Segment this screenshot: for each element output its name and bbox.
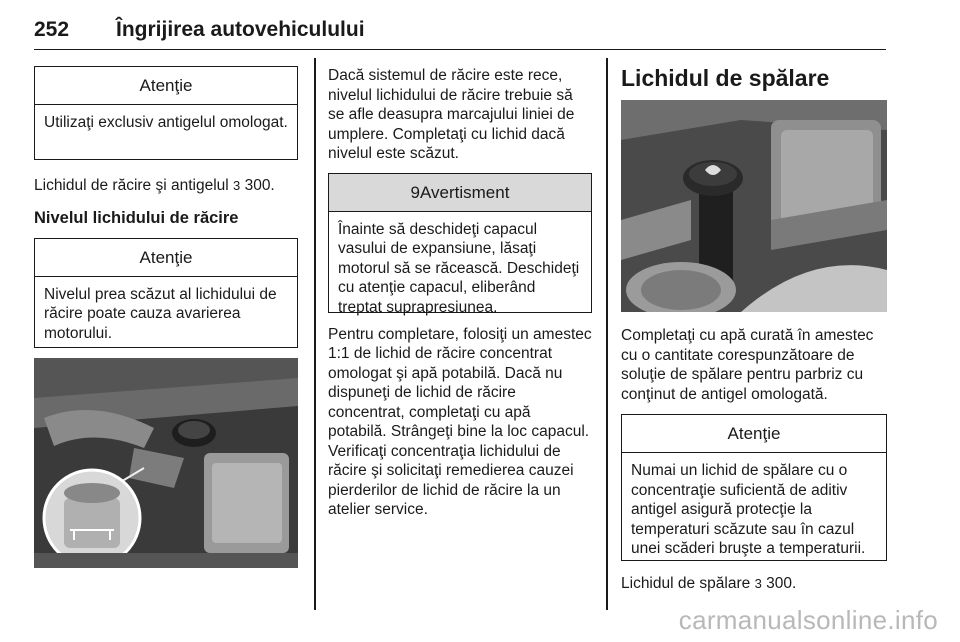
coolant-reference-page: 300. [240,177,275,194]
page-title: Îngrijirea autovehiculului [116,18,365,41]
caution-heading: Atenţie [622,415,886,453]
caution-body: Nivelul prea scăzut al lichidului de răcire poate cauza avarierea motorului. [44,285,277,342]
watermark-text: carmanualsonline.info [678,605,938,635]
caution-body: Utilizaţi exclusiv antigelul omologat. [44,114,288,131]
washer-fluid-heading: Lichidul de spălare [621,65,830,91]
caution-box-washer [621,414,887,561]
column-3 [621,64,887,594]
warning-heading-text: Avertisment [420,182,510,202]
column-2 [328,66,592,520]
caution-heading: Atenţie [35,239,297,277]
page-reference-icon: 3 [233,178,241,193]
washer-reference [621,574,887,594]
caution-box-antifreeze [34,66,298,160]
washer-reference-text: Lichidul de spălare [621,575,755,592]
washer-reservoir-illustration [621,100,887,312]
warning-triangle-icon: 9 [410,182,420,202]
page-reference-icon: 3 [754,576,762,591]
washer-reference-page: 300. [761,575,797,592]
coolant-level-heading: Nivelul lichidului de răcire [34,208,239,227]
coolant-reference-text: Lichidul de răcire şi antigelul [34,177,234,194]
page-header [34,16,886,50]
warning-heading [329,174,591,212]
warning-box [328,173,592,316]
column-divider-2 [606,58,608,610]
coolant-level-paragraph: Dacă sistemul de răcire este rece, nivelul lichidului de răcire trebuie să se afle deasupra marcajului liniei de umplere. Completaţi cu lichid dacă nivelul este scăzut. [328,67,575,162]
page-number: 252 [34,18,70,41]
caution-box-coolant-level [34,238,298,348]
coolant-reservoir-photo [34,358,298,568]
caution-body: Numai un lichid de spălare cu o concentraţie suficientă de aditiv antigel asigură protecţie la temperaturi scăzute sau în cazul unei scăderi bruşte a temperaturii. [631,462,866,557]
caution-heading: Atenţie [35,67,297,105]
coolant-reference [34,176,298,196]
warning-body: Înainte să deschideţi capacul vasului de expansiune, lăsaţi motorul să se răcească. Deschideţi cu atenţie capacul, eliberând treptat suprapresiunea. [338,220,580,316]
column-1 [34,66,298,568]
refill-paragraph: Pentru completare, folosiţi un amestec 1:1 de lichid de răcire concentrat omologat şi apă potabilă. Dacă nu dispuneţi de lichid de răcire concentrat, completaţi cu apă potabilă. Strângeţi bine la loc capacul. Verificaţi concentraţia lichidului de răcire şi solicitaţi remedierea cauzei pierderilor de lichid de răcire la un atelier service. [328,325,592,518]
column-divider-1 [314,58,316,610]
washer-reservoir-photo [621,100,887,312]
coolant-reservoir-illustration [34,358,298,568]
washer-fluid-paragraph: Completaţi cu apă curată în amestec cu o cantitate corespunzătoare de soluţie de spălare pentru parbriz cu conţinut de antigel omologată. [621,327,874,403]
